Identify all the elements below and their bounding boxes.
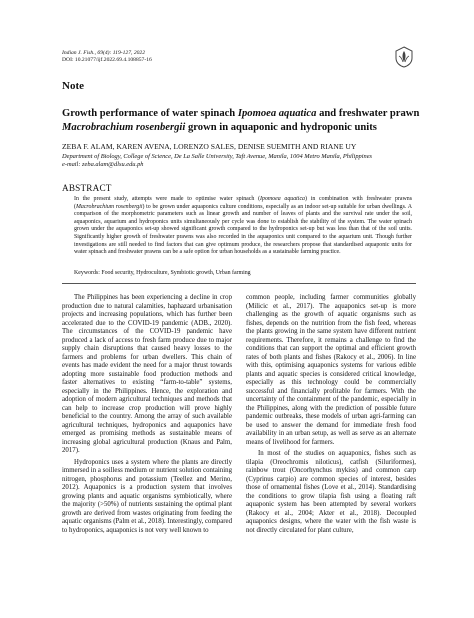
- body-column-right: [246, 294, 416, 538]
- journal-citation: Indian J. Fish., 69(4): 119-127, 2022: [62, 50, 146, 56]
- abstract-text: [74, 196, 412, 257]
- abstract-species-2: Macrobrachium rosenbergii: [75, 203, 143, 210]
- title-species-2: Macrobrachium rosenbergii: [62, 122, 186, 133]
- abstract-text-c: ) to be grown under aquaponics culture conditions, especially as an indoor set-up suitable for urban dwellings. A comparison of the morphometric parameters such as linear growth and number of leaves of plants and the survival rate under the soil, aquaponics, aquarium and hydroponics units simultaneously per cycle was done to establish the stability of the system. The water spinach grown under the aquaponics set-up showed significant growth compared to the hydroponics set-up but was less than that of the soil units. Significantly higher growth of freshwater prawns was also recorded in the aquaponics unit compared to the aquarium unit. Though further investigations are still needed to find factors that can give optimum produce, the researchers propose that standardised aquaponic units for water spinach and freshwater prawns can be a safe option for urban households as a sustainable farming practice.: [74, 203, 412, 256]
- doi-line: DOI: 10.21077/ijf.2022.69.4.108857-16: [62, 57, 152, 63]
- section-divider: [62, 283, 416, 284]
- body-paragraph: common people, including farmer communities globally (Milicic et al., 2017). The aquaponics set-up is more challenging as the growth of aquatic organisms such as fishes, depends on the nutrition from the fish feed, whereas the plants growing in the same system have different nutrient requirements. Therefore, it remains a challenge to find the conditions that can support the optimal and efficient growth rates of both plants and fishes (Rakocy et al., 2006). In line with this, optimising aquaponics systems for various edible plants and aquatic species is considered critical knowledge, especially as this technology could be commercially successful and financially profitable for farmers. With the uncertainty of the containment of the pandemic, especially in the Philippines, along with the prediction of possible future pandemic outbreaks, these models of urban agri-farming can be used to answer the demand for immediate fresh food availability in an urban setup, as well as serve as an alternate means of livelihood for farmers.: [246, 294, 416, 446]
- paper-title: [62, 107, 422, 135]
- title-part-1: Growth performance of water spinach: [62, 108, 238, 119]
- abstract-text-a: In the present study, attempts were made to optimise water spinach (: [74, 196, 261, 202]
- title-part-2: and freshwater prawn: [316, 108, 420, 119]
- body-column-left: [62, 294, 232, 538]
- affiliation-block: [62, 153, 422, 169]
- journal-header: [62, 50, 422, 64]
- body-paragraph: In most of the studies on aquaponics, fishes such as tilapia (Oreochromis niloticus), catfish (Siluriformes), rainbow trout (Oncorhynchus mykiss) and common carp (Cyprinus carpio) are common species of interest, besides those of ornamental fishes (Love et al., 2014). Standardising the conditions to grow tilapia fish using a floating raft aquaponic system has been attempted by several workers (Rakocy et al., 2004; Akter et al., 2018). Decoupled aquaponics designs, where the water with the fish waste is not directly circulated for plant culture,: [246, 450, 416, 534]
- abstract-heading: ABSTRACT: [62, 183, 112, 193]
- affiliation: Department of Biology, College of Science, De La Salle University, Taft Avenue, Manila, 1004 Metro Manila, Philippines: [62, 153, 373, 160]
- section-note-label: Note: [62, 80, 84, 92]
- title-species-1: Ipomoea aquatica: [237, 108, 317, 119]
- email: e-mail: zeba.alam@dlsu.edu.ph: [62, 161, 144, 168]
- keywords-line: Keywords: Food security, Hydroculture, Symbiotic growth, Urban farming: [74, 270, 251, 276]
- body-paragraph: The Philippines has been experiencing a decline in crop production due to natural calamities, haphazard urbanisation projects and increasing populations, which has further been accelerated due to the COVID-19 pandemic (ADB., 2020). The circumstances of the COVID-19 pandemic have produced a lack of access to fresh farm produce due to major supply chain disruptions that caused heavy losses to the farmers and problems for urban dwellers. This chain of events has made evident the need for a major thrust towards adopting more sustainable food production methods and faster alternatives to existing “farm-to-table” systems, especially in the Philippines. Hence, the exploration and adoption of modern agricultural techniques and methods that can help to increase crop production will prove highly beneficial to the country. Among the array of such available agricultural techniques, hydroponics and aquaponics have emerged as promising methods as sustainable means of increasing global agricultural production (Knaus and Palm, 2017).: [62, 294, 232, 454]
- title-part-3: grown in aquaponic and hydroponic units: [185, 122, 377, 133]
- icar-emblem-icon: [394, 46, 414, 68]
- abstract-species-1: Ipomoea aquatica: [260, 196, 306, 202]
- abstract-text-b: ) in combination with freshwater prawns (: [74, 196, 412, 210]
- author-list: ZEBA F. ALAM, KAREN AVENA, LORENZO SALES, DENISE SUEMITH AND RIANE UY: [62, 142, 357, 151]
- body-paragraph: Hydroponics uses a system where the plants are directly immersed in a soilless medium or nutrient solution containing nitrogen, phosphorus and potassium (Teellez and Merino, 2012). Aquaponics is a production system that involves growing plants and aquatic organisms symbiotically, where the majority (>50%) of nutrients sustaining the optimal plant growth are derived from wastes originating from feeding the aquatic organisms (Palm et al., 2018). Interestingly, compared to hydroponics, aquaponics is not very well known to: [62, 458, 232, 534]
